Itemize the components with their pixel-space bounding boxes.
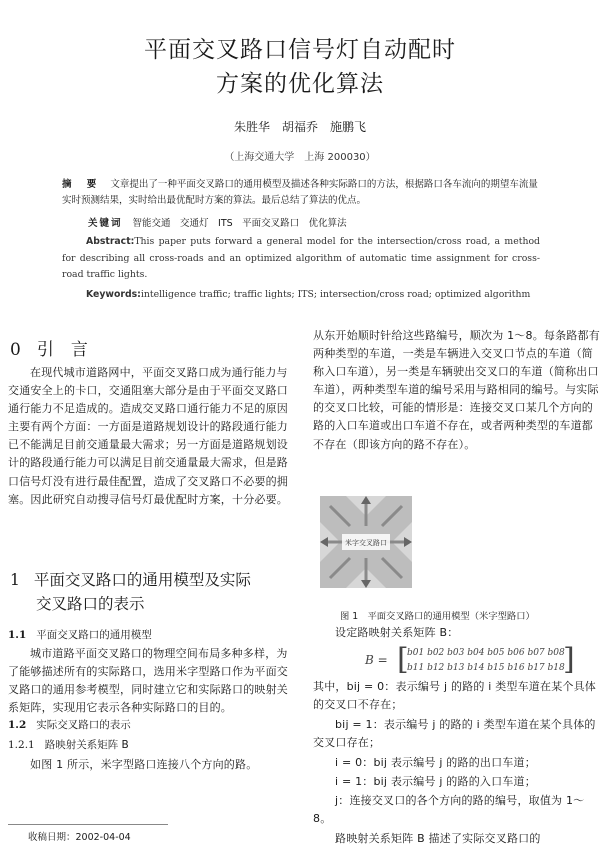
figure-1-cross-road <box>320 496 412 588</box>
abstract-en <box>62 234 540 284</box>
keywords-en <box>86 289 530 300</box>
subsection-1-2-1-paragraph: 如图 1 所示，米字型路口连接八个方向的路。 <box>30 758 258 771</box>
section-0-paragraph: 在现代城市道路网中，平面交叉路口成为通行能力与交通安全上的卡口，交通阻塞大部分是由于平面交叉路口通行能力不足造成的。造成交叉路口通行能力不足的原因主要有两个方面：一方面是道路规划设计的路段通行能力已不能满足目前交通量最大需求；另一方面是道路规划设计的路段通行能力可以满足目前交通量最大需求，但是路口信号灯没有进行最佳配置，造成了交叉路口不必要的拥塞。因此研究自动搜寻信号灯最优配时方案，十分必要。 <box>8 366 288 506</box>
matrix-intro: 设定路映射关系矩阵 B： <box>335 626 459 639</box>
subsection-1-2-1-number: 1.2.1 <box>8 739 35 751</box>
matrix-symbol: B = <box>365 653 388 667</box>
figure-1-caption: 图 1 平面交叉路口的通用模型（米字型路口） <box>340 611 535 622</box>
footnote-rule <box>8 824 168 825</box>
received-date-footnote: 收稿日期：2002-04-04 <box>28 832 131 843</box>
keywords-cn <box>88 215 347 229</box>
subsection-1-2-1-heading <box>8 737 129 752</box>
abstract-cn <box>62 177 540 209</box>
right-col-paragraph-1: 从东开始顺时针给这些路编号，顺次为 1～8。每条路都有两种类型的车道，一类是车辆进入交叉口节点的车道（简称入口车道），另一类是车辆驶出交叉口的车道（简称出口车道），两种类型车道的编号采用与路相同的编号。与实际的交叉口比较，可能的情形是：连接交叉口某几个方向的路的入口车道或出口车道不存在，或者两种类型的车道都不存在（即该方向的路不存在）。 <box>313 329 600 451</box>
right-col-paragraph-6: j：连接交叉口的各个方向的路的编号，取值为 1～8。 <box>313 794 585 826</box>
keywords-en-label: Keywords: <box>86 289 141 300</box>
subsection-1-2-1-title: 路映射关系矩阵 B <box>44 739 129 751</box>
subsection-1-2-number: 1.2 <box>8 719 27 731</box>
right-col-paragraph-3: bij = 1：表示编号 j 的路的 i 类型车道在某个具体的交叉口存在； <box>313 718 596 750</box>
matrix-bracket-left: [ <box>397 642 409 677</box>
section-1-title-line2: 交叉路口的表示 <box>36 595 145 613</box>
authors: 朱胜华 胡福乔 施鹏飞 <box>233 120 366 134</box>
subsection-1-1-heading <box>8 627 152 642</box>
figure-1-label: 米字交叉路口 <box>345 539 387 547</box>
section-1-heading <box>10 568 251 616</box>
paper-title-line1: 平面交叉路口信号灯自动配时 <box>144 37 456 63</box>
section-1-number: 1 <box>10 571 20 589</box>
figure-1-image <box>320 496 412 588</box>
subsection-1-2-title: 实际交叉路口的表示 <box>36 719 131 731</box>
abstract-en-text: This paper puts forward a general model for the intersection/cross road, a method for describing all cross-roads and an optimized algorithm of automatic time assignment for cross-road traffic lights. <box>62 236 540 280</box>
matrix-row-2: b11 b12 b13 b14 b15 b16 b17 b18 <box>407 663 565 673</box>
subsection-1-1-title: 平面交叉路口的通用模型 <box>36 629 152 641</box>
keywords-cn-text: 智能交通 交通灯 ITS 平面交叉路口 优化算法 <box>132 218 347 229</box>
abstract-cn-label: 摘 要 <box>62 179 103 190</box>
keywords-en-text: intelligence traffic; traffic lights; ITS; intersection/cross road; optimized algorithm <box>140 289 531 300</box>
right-col-paragraph-5: i = 1：bij 表示编号 j 的路的入口车道； <box>335 775 536 788</box>
abstract-en-label: Abstract: <box>86 236 135 247</box>
section-1-title-line1: 平面交叉路口的通用模型及实际 <box>33 571 251 589</box>
matrix-row-1: b01 b02 b03 b04 b05 b06 b07 b08 <box>407 648 565 658</box>
subsection-1-2-heading <box>8 717 131 732</box>
paper-title-line2: 方案的优化算法 <box>216 71 384 97</box>
right-col-paragraph-2: 其中，bij = 0：表示编号 j 的路的 i 类型车道在某个具体的交叉口不存在； <box>313 680 597 712</box>
right-col-paragraph-7: 路映射关系矩阵 B 描述了实际交叉路口的 <box>335 832 541 845</box>
matrix-bracket-right: ] <box>563 642 575 677</box>
section-0-title: 引 言 <box>36 340 88 360</box>
section-0-number: 0 <box>10 340 21 360</box>
affiliation: （上海交通大学 上海 200030） <box>224 152 376 163</box>
abstract-cn-text: 文章提出了一种平面交叉路口的通用模型及描述各种实际路口的方法，根据路口各车流向的期望车流量实时预测结果，实时给出最优配时方案的算法。最后总结了算法的优点。 <box>62 179 538 206</box>
right-col-paragraph-4: i = 0：bij 表示编号 j 的路的出口车道； <box>335 756 536 769</box>
subsection-1-1-paragraph: 城市道路平面交叉路口的物理空间布局多种多样，为了能够描述所有的实际路口，选用米字型路口作为平面交叉路口的通用参考模型，同时建立它和实际路口的映射关系矩阵，实现用它表示各种实际路口的目的。 <box>8 647 288 715</box>
keywords-cn-label: 关键词 <box>88 218 123 229</box>
subsection-1-1-number: 1.1 <box>8 629 27 641</box>
section-0-heading <box>10 335 88 360</box>
